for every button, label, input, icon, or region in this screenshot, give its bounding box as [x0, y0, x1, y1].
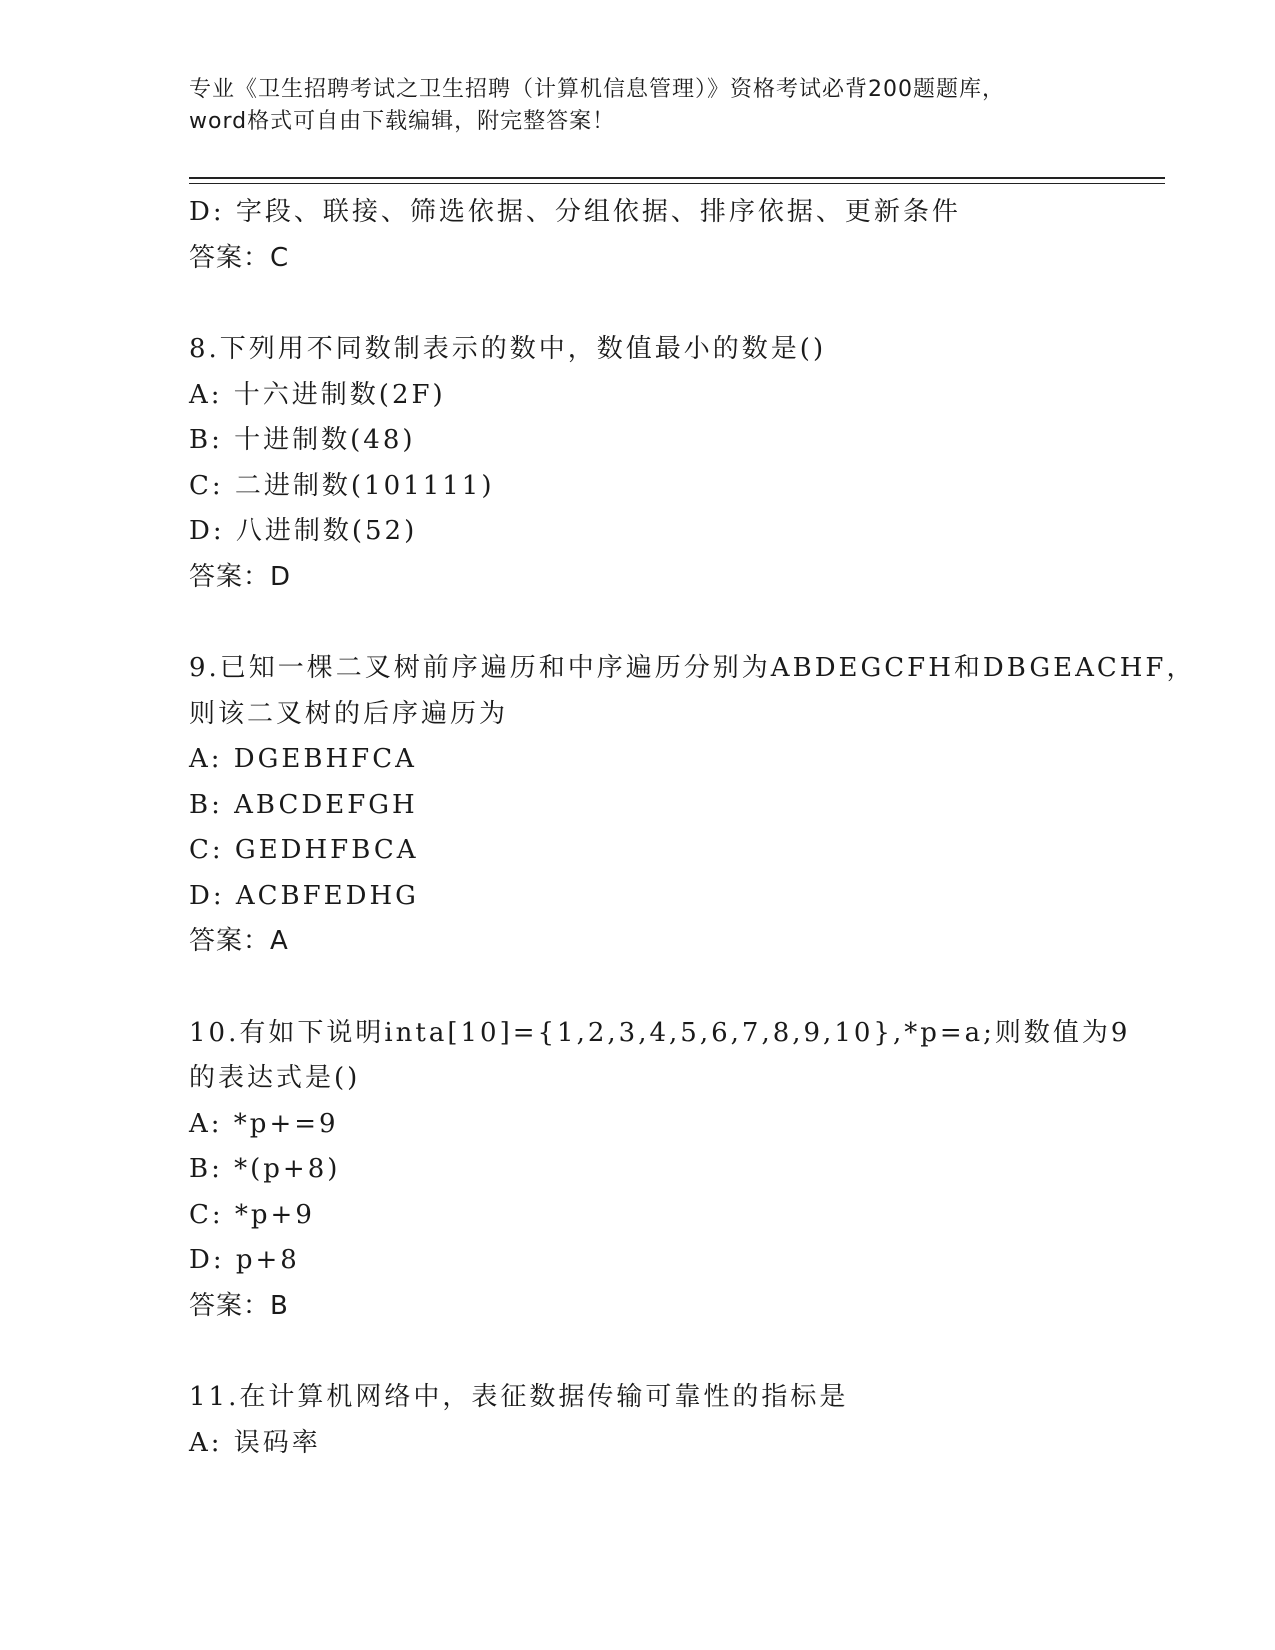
- option-a: A: 十六进制数(2F): [189, 379, 446, 410]
- header-line-1: 专业《卫生招聘考试之卫生招聘（计算机信息管理）》资格考试必背200题题库，: [189, 77, 1005, 102]
- answer-line: 答案：D: [189, 561, 292, 592]
- option-d: D: p+8: [189, 1245, 300, 1275]
- option-c: C: GEDHFBCA: [189, 835, 419, 865]
- option-b: B: *(p+8): [189, 1154, 341, 1184]
- option-c: C: 二进制数(101111): [189, 470, 495, 501]
- question-stem: 9.已知一棵二叉树前序遍历和中序遍历分别为ABDEGCFH和DBGEACHF，: [189, 653, 1196, 683]
- option-a: A: DGEBHFCA: [189, 744, 417, 774]
- option-b: B: ABCDEFGH: [189, 789, 418, 820]
- option-a: A: *p+=9: [189, 1108, 339, 1139]
- option-b: B: 十进制数(48): [189, 425, 416, 455]
- question-stem-continued: 的表达式是(): [189, 1063, 361, 1093]
- option-c: C: *p+9: [189, 1199, 315, 1230]
- answer-line: 答案：C: [189, 242, 290, 273]
- question-9: [189, 646, 1196, 965]
- previous-question-tail: [189, 190, 1089, 281]
- question-stem-continued: 则该二叉树的后序遍历为: [189, 698, 509, 729]
- answer-line: 答案：B: [189, 1290, 289, 1321]
- question-stem: 10.有如下说明inta[10]={1,2,3,4,5,6,7,8,9,10},*p=a;则数值为9: [189, 1017, 1131, 1048]
- question-10: [189, 1011, 1131, 1330]
- answer-line: 答案：A: [189, 926, 289, 956]
- header-divider-thin: [189, 183, 1165, 184]
- option-d: D: 字段、联接、筛选依据、分组依据、排序依据、更新条件: [189, 197, 961, 227]
- question-8: [189, 327, 1089, 600]
- header-line-2: word格式可自由下载编辑，附完整答案！: [189, 109, 616, 134]
- option-a: A: 误码率: [189, 1427, 321, 1458]
- document-header: [189, 74, 1089, 138]
- option-d: D: ACBFEDHG: [189, 880, 419, 911]
- question-11: [189, 1375, 1089, 1466]
- question-stem: 11.在计算机网络中，表征数据传输可靠性的指标是: [189, 1382, 849, 1412]
- question-stem: 8.下列用不同数制表示的数中，数值最小的数是(): [189, 334, 827, 364]
- question-list: [189, 190, 1196, 1466]
- option-d: D: 八进制数(52): [189, 516, 418, 546]
- header-divider-thick: [189, 177, 1165, 179]
